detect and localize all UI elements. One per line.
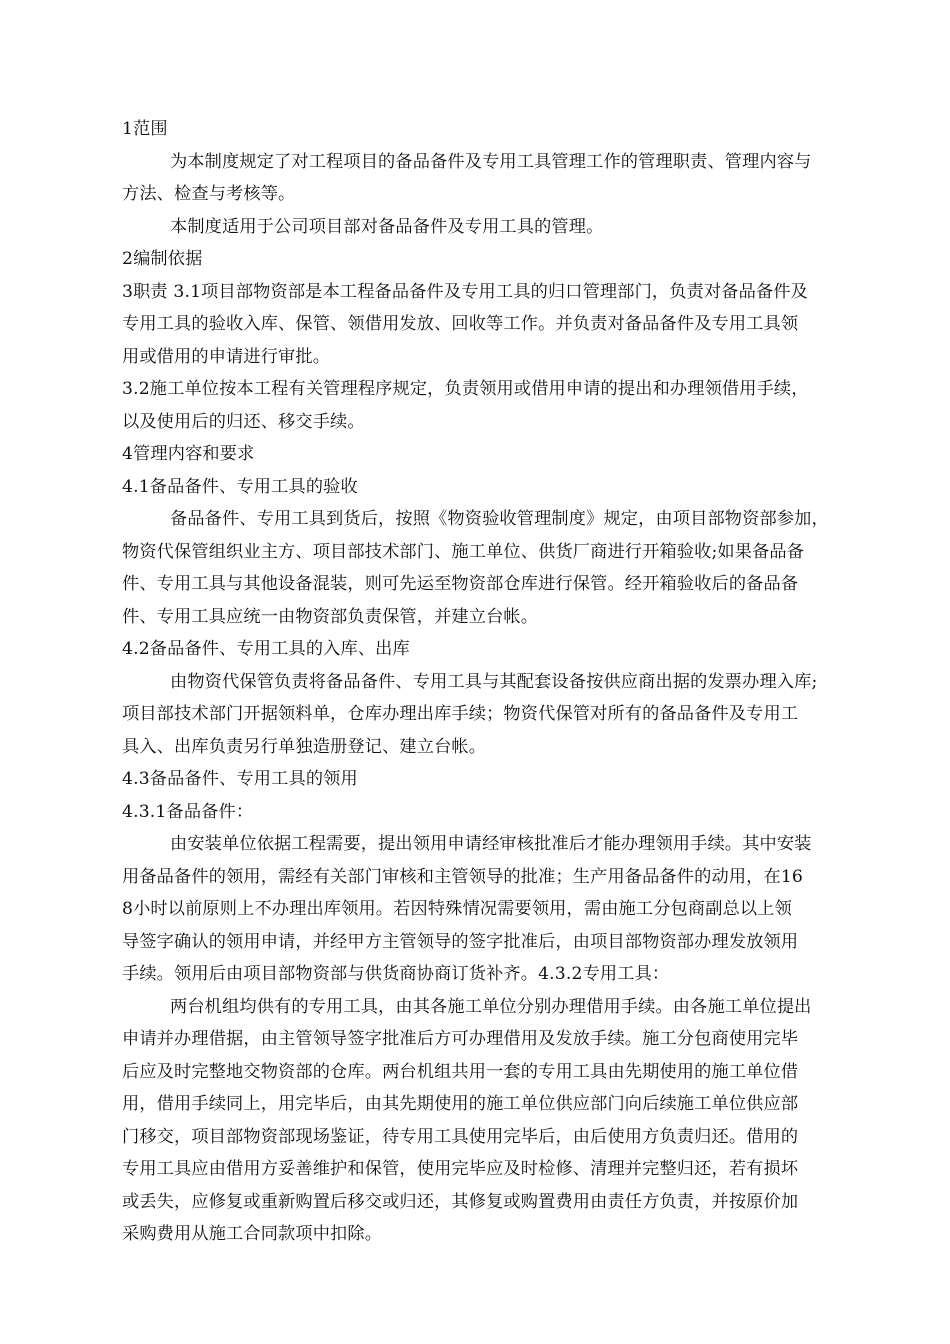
- text-line: 4.1备品备件、专用工具的验收: [122, 476, 358, 497]
- text-line: 采购费用从施工合同款项中扣除。: [122, 1224, 383, 1244]
- text-line: 为本制度规定了对工程项目的备品备件及专用工具管理工作的管理职责、管理内容与: [170, 151, 812, 172]
- text-line: 由物资代保管负责将备品备件、专用工具与其配套设备按供应商出据的发票办理入库;: [170, 671, 818, 692]
- text-line: 4管理内容和要求: [122, 444, 255, 464]
- document-body: [0, 113, 950, 1251]
- text-line: 具入、出库负责另行单独造册登记、建立台帐。: [122, 736, 487, 757]
- text-line: 物资代保管组织业主方、项目部技术部门、施工单位、供货厂商进行开箱验收;如果备品备: [122, 541, 805, 562]
- text-line: 3.2施工单位按本工程有关管理程序规定，负责领用或借用申请的提出和办理领借用手续，: [122, 379, 809, 399]
- text-line: 件、专用工具与其他设备混装，则可先运至物资部仓库进行保管。经开箱验收后的备品备: [122, 574, 799, 594]
- text-line: 4.2备品备件、专用工具的入库、出库: [122, 639, 410, 659]
- text-line: 手续。领用后由项目部物资部与供货商协商订货补齐。4.3.2专用工具：: [122, 964, 670, 984]
- text-line: 用，借用手续同上，用完毕后，由其先期使用的施工单位供应部门向后续施工单位供应部: [122, 1094, 799, 1114]
- text-line: 两台机组均供有的专用工具，由其各施工单位分别办理借用手续。由各施工单位提出: [170, 996, 812, 1017]
- text-line: 项目部技术部门开据领料单，仓库办理出库手续；物资代保管对所有的备品备件及专用工: [122, 704, 799, 724]
- text-line: 本制度适用于公司项目部对备品备件及专用工具的管理。: [170, 216, 604, 237]
- text-line: 专用工具应由借用方妥善维护和保管，使用完毕应及时检修、清理并完整归还，若有损坏: [122, 1159, 799, 1179]
- text-line: 用或借用的申请进行审批。: [122, 346, 331, 367]
- text-line: 备品备件、专用工具到货后，按照《物资验收管理制度》规定，由项目部物资部参加，: [170, 509, 829, 529]
- text-line: 方法、检查与考核等。: [122, 184, 296, 204]
- text-line: 8小时以前原则上不办理出库领用。若因特殊情况需要领用，需由施工分包商副总以上领: [122, 899, 792, 919]
- text-line: 门移交，项目部物资部现场鉴证，待专用工具使用完毕后，由后使用方负责归还。借用的: [122, 1126, 799, 1147]
- text-line: 以及使用后的归还、移交手续。: [122, 411, 365, 432]
- text-line: 后应及时完整地交物资部的仓库。两台机组共用一套的专用工具由先期使用的施工单位借: [122, 1061, 799, 1082]
- text-line: 用备品备件的领用，需经有关部门审核和主管领导的批准；生产用备品备件的动用，在16: [122, 866, 803, 887]
- text-line: 4.3.1备品备件：: [122, 801, 254, 822]
- text-line: 2编制依据: [122, 249, 203, 269]
- text-line: 件、专用工具应统一由物资部负责保管，并建立台帐。: [122, 606, 539, 627]
- text-line: 由安装单位依据工程需要，提出领用申请经审核批准后才能办理领用手续。其中安装: [170, 834, 812, 854]
- text-line: 导签字确认的领用申请，并经甲方主管领导的签字批准后，由项目部物资部办理发放领用: [122, 931, 799, 952]
- text-line: 或丢失，应修复或重新购置后移交或归还，其修复或购置费用由责任方负责，并按原价加: [122, 1191, 799, 1212]
- text-line: 3职责 3.1项目部物资部是本工程备品备件及专用工具的归口管理部门，负责对备品备件及: [122, 281, 808, 302]
- text-line: 申请并办理借据，由主管领导签字批准后方可办理借用及发放手续。施工分包商使用完毕: [122, 1029, 799, 1049]
- text-line: 4.3备品备件、专用工具的领用: [122, 769, 358, 789]
- text-line: 专用工具的验收入库、保管、领借用发放、回收等工作。并负责对备品备件及专用工具领: [122, 314, 799, 334]
- text-line: 1范围: [122, 119, 168, 139]
